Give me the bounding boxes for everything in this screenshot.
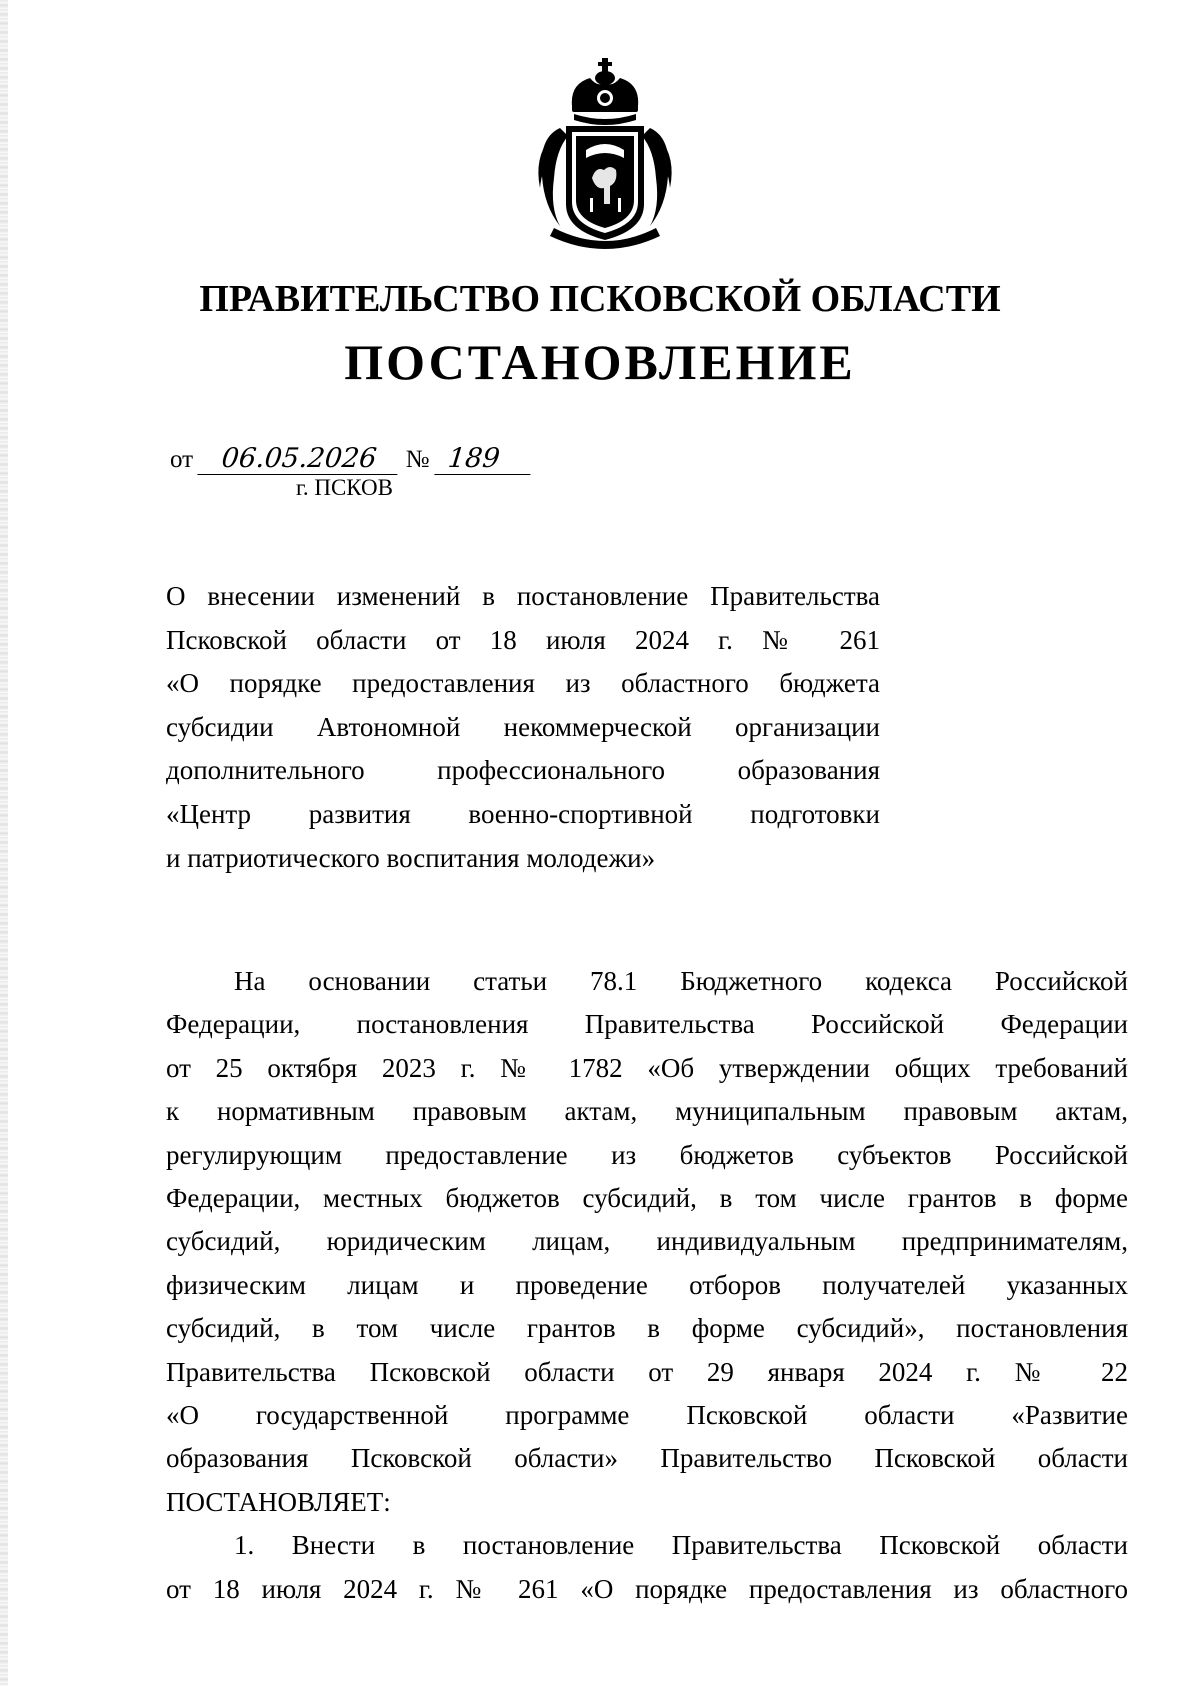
subject-line: «О порядке предоставления из областного бюджета: [166, 668, 880, 699]
document-date: 06.05.2026: [198, 444, 401, 475]
body-line: от 25 октября 2023 г. № 1782 «Об утверждении общих требований: [166, 1052, 1128, 1083]
body-line: субсидий, в том числе грантов в форме субсидий», постановления: [166, 1313, 1128, 1344]
body-line: к нормативным правовым актам, муниципальным правовым актам,: [166, 1096, 1128, 1127]
subject-line: О внесении изменений в постановление Правительства: [166, 581, 880, 611]
body-line: На основании статьи 78.1 Бюджетного кодекса Российской: [234, 966, 1128, 996]
date-prefix: от: [170, 446, 194, 473]
number-prefix: №: [405, 446, 430, 473]
body-line: «О государственной программе Псковской области «Развитие: [166, 1400, 1128, 1431]
subject-line: субсидии Автономной некоммерческой организации: [166, 711, 880, 742]
organization-name: ПРАВИТЕЛЬСТВО ПСКОВСКОЙ ОБЛАСТИ: [199, 278, 1001, 320]
coat-of-arms-icon: [530, 58, 680, 250]
subject-line: «Центр развития военно-спортивной подготовки: [166, 798, 880, 829]
subject-line: Псковской области от 18 июля 2024 г. № 261: [166, 624, 880, 655]
scan-edge: [0, 0, 8, 1686]
document-subject: [166, 575, 880, 880]
body-line: физическим лицам и проведение отборов получателей указанных: [166, 1269, 1128, 1300]
body-line: ПОСТАНОВЛЯЕТ:: [166, 1486, 391, 1517]
body-line: Федерации, постановления Правительства Российской Федерации: [166, 1009, 1128, 1040]
body-line: 1. Внести в постановление Правительства Псковской области: [234, 1530, 1128, 1561]
body-line: регулирующим предоставление из бюджетов субъектов Российской: [166, 1139, 1128, 1170]
body-line: от 18 июля 2024 г. № 261 «О порядке предоставления из областного: [166, 1573, 1128, 1604]
document-city: г. ПСКОВ: [296, 475, 394, 500]
body-line: субсидий, юридическим лицам, индивидуальным предпринимателям,: [166, 1226, 1128, 1257]
body-line: Правительства Псковской области от 29 января 2024 г. № 22: [166, 1356, 1128, 1387]
subject-line: дополнительного профессионального образования: [166, 755, 880, 786]
document-number: 189: [434, 444, 533, 475]
body-line: Федерации, местных бюджетов субсидий, в том числе грантов в форме: [166, 1183, 1128, 1214]
document-type: ПОСТАНОВЛЕНИЕ: [344, 334, 856, 390]
subject-line: и патриотического воспитания молодежи»: [166, 842, 656, 873]
body-line: образования Псковской области» Правительство Псковской области: [166, 1443, 1128, 1474]
document-body: [166, 960, 1128, 1611]
document-date-line: [170, 444, 532, 475]
